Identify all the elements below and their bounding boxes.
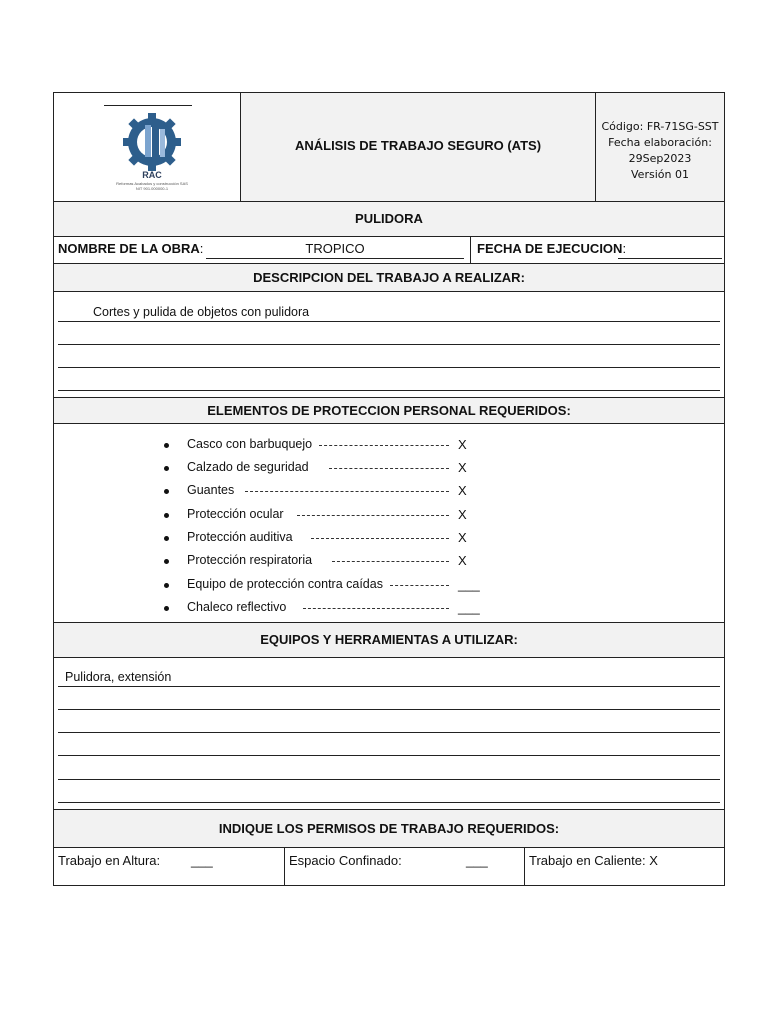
ppe-mark[interactable]: ___ <box>458 577 480 592</box>
ppe-heading: ELEMENTOS DE PROTECCION PERSONAL REQUERIDOS: <box>207 403 571 418</box>
logo-cell <box>54 93 240 201</box>
obra-colon: : <box>199 241 204 256</box>
permit-height-label: Trabajo en Altura: <box>58 853 161 868</box>
obra-label: NOMBRE DE LA OBRA <box>58 241 200 256</box>
fecha-colon: : <box>622 241 627 256</box>
description-heading-band <box>54 264 724 291</box>
ppe-mark[interactable]: ___ <box>458 600 480 615</box>
ppe-label: Guantes <box>187 483 235 497</box>
description-text[interactable]: Cortes y pulida de objetos con pulidora <box>93 305 310 319</box>
tools-text[interactable]: Pulidora, extensión <box>65 670 172 684</box>
ats-form <box>53 92 725 886</box>
code-cell <box>596 93 724 201</box>
ppe-label: Protección auditiva <box>187 530 293 544</box>
ppe-mark[interactable]: X <box>458 507 467 522</box>
permits-row <box>54 848 724 886</box>
ppe-mark[interactable]: X <box>458 437 467 452</box>
ppe-mark[interactable]: X <box>458 483 467 498</box>
permit-confined-label: Espacio Confinado: <box>289 853 402 868</box>
logo-tagline: Reformas Acabados y construcción SAS <box>116 181 188 186</box>
ppe-label: Chaleco reflectivo <box>187 600 287 614</box>
ppe-mark[interactable]: X <box>458 553 467 568</box>
date-value: 29Sep2023 <box>628 152 692 165</box>
ppe-label: Protección ocular <box>187 507 284 521</box>
logo-text: RAC <box>142 170 162 180</box>
description-heading: DESCRIPCION DEL TRABAJO A REALIZAR: <box>253 270 525 285</box>
permit-height-mark[interactable]: ___ <box>191 853 213 868</box>
task-name-band <box>54 202 724 236</box>
permits-heading-band <box>54 810 724 847</box>
fecha-label: FECHA DE EJECUCION <box>477 241 623 256</box>
permits-heading: INDIQUE LOS PERMISOS DE TRABAJO REQUERIDOS: <box>218 821 560 836</box>
ppe-label: Equipo de protección contra caídas <box>187 577 383 591</box>
form-title: ANÁLISIS DE TRABAJO SEGURO (ATS) <box>294 138 542 153</box>
ppe-label: Protección respiratoria <box>187 553 313 567</box>
title-cell <box>241 93 595 201</box>
gear-logo-icon <box>118 111 186 173</box>
ppe-label: Casco con barbuquejo <box>187 437 313 451</box>
task-name: PULIDORA <box>355 211 423 226</box>
obra-row <box>54 237 724 264</box>
ppe-mark[interactable]: X <box>458 460 467 475</box>
obra-value[interactable]: TROPICO <box>305 241 365 256</box>
date-label: Fecha elaboración: <box>608 136 712 149</box>
permit-hot-label[interactable]: Trabajo en Caliente: X <box>529 853 658 868</box>
tools-heading: EQUIPOS Y HERRAMIENTAS A UTILIZAR: <box>260 632 518 647</box>
form-code: Código: FR-71SG-SST <box>601 120 719 133</box>
tools-heading-band <box>54 623 724 657</box>
ppe-mark[interactable]: X <box>458 530 467 545</box>
permit-confined-mark[interactable]: ___ <box>466 853 488 868</box>
ppe-heading-band <box>54 398 724 423</box>
logo-subline: NIT 901.000000-1 <box>135 186 169 191</box>
version: Versión 01 <box>631 168 689 181</box>
ppe-label: Calzado de seguridad <box>187 460 309 474</box>
